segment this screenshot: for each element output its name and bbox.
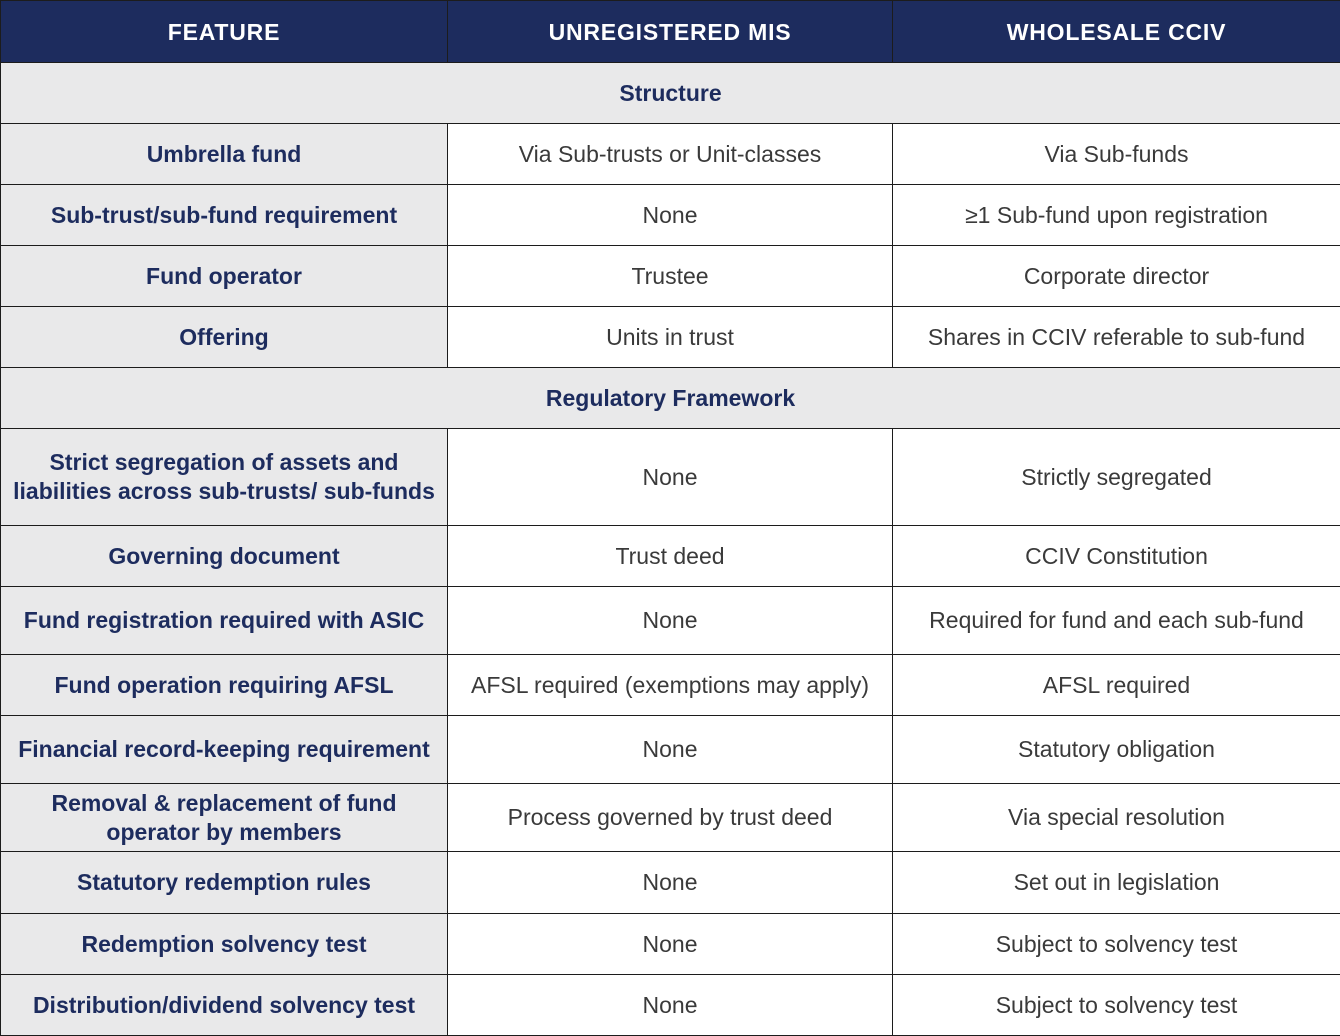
table-row [1,429,1340,526]
cciv-cell: Subject to solvency test [893,975,1340,1036]
mis-cell: AFSL required (exemptions may apply) [448,655,893,716]
table-row [1,587,1340,655]
feature-cell: Statutory redemption rules [1,852,448,914]
table-row [1,914,1340,975]
mis-cell: None [448,914,893,975]
feature-cell: Removal & replacement of fund operator by members [1,784,448,852]
header-row [1,1,1340,63]
feature-cell: Fund registration required with ASIC [1,587,448,655]
feature-cell: Fund operation requiring AFSL [1,655,448,716]
header-feature: FEATURE [1,1,448,63]
cciv-cell: Required for fund and each sub-fund [893,587,1340,655]
feature-cell: Governing document [1,526,448,587]
mis-cell: Trust deed [448,526,893,587]
mis-cell: Via Sub-trusts or Unit-classes [448,124,893,185]
table-row [1,784,1340,852]
feature-cell: Sub-trust/sub-fund requirement [1,185,448,246]
mis-cell: None [448,185,893,246]
feature-cell: Umbrella fund [1,124,448,185]
cciv-cell: Subject to solvency test [893,914,1340,975]
feature-cell: Strict segregation of assets and liabilities across sub-trusts/ sub-funds [1,429,448,526]
table-row [1,716,1340,784]
cciv-cell: Set out in legislation [893,852,1340,914]
mis-cell: Process governed by trust deed [448,784,893,852]
mis-cell: None [448,852,893,914]
cciv-cell: Corporate director [893,246,1340,307]
feature-cell: Fund operator [1,246,448,307]
section-title: Regulatory Framework [1,368,1340,429]
section-row-regulatory-framework [1,368,1340,429]
table-row [1,185,1340,246]
cciv-cell: CCIV Constitution [893,526,1340,587]
table-row [1,124,1340,185]
mis-cell: Trustee [448,246,893,307]
feature-cell: Redemption solvency test [1,914,448,975]
mis-cell: None [448,716,893,784]
mis-cell: None [448,587,893,655]
cciv-cell: AFSL required [893,655,1340,716]
cciv-cell: Via special resolution [893,784,1340,852]
mis-cell: Units in trust [448,307,893,368]
cciv-cell: ≥1 Sub-fund upon registration [893,185,1340,246]
table-row [1,246,1340,307]
feature-cell: Financial record-keeping requirement [1,716,448,784]
cciv-cell: Via Sub-funds [893,124,1340,185]
section-title: Structure [1,63,1340,124]
header-wholesale-cciv: WHOLESALE CCIV [893,1,1340,63]
mis-cell: None [448,975,893,1036]
table-header [1,1,1340,63]
section-row-structure [1,63,1340,124]
table-row [1,655,1340,716]
cciv-cell: Strictly segregated [893,429,1340,526]
table-row [1,307,1340,368]
table-body [1,63,1340,1036]
table-row [1,852,1340,914]
header-unregistered-mis: UNREGISTERED MIS [448,1,893,63]
cciv-cell: Statutory obligation [893,716,1340,784]
feature-cell: Offering [1,307,448,368]
cciv-cell: Shares in CCIV referable to sub-fund [893,307,1340,368]
table-row [1,526,1340,587]
feature-cell: Distribution/dividend solvency test [1,975,448,1036]
table-row [1,975,1340,1036]
mis-cell: None [448,429,893,526]
